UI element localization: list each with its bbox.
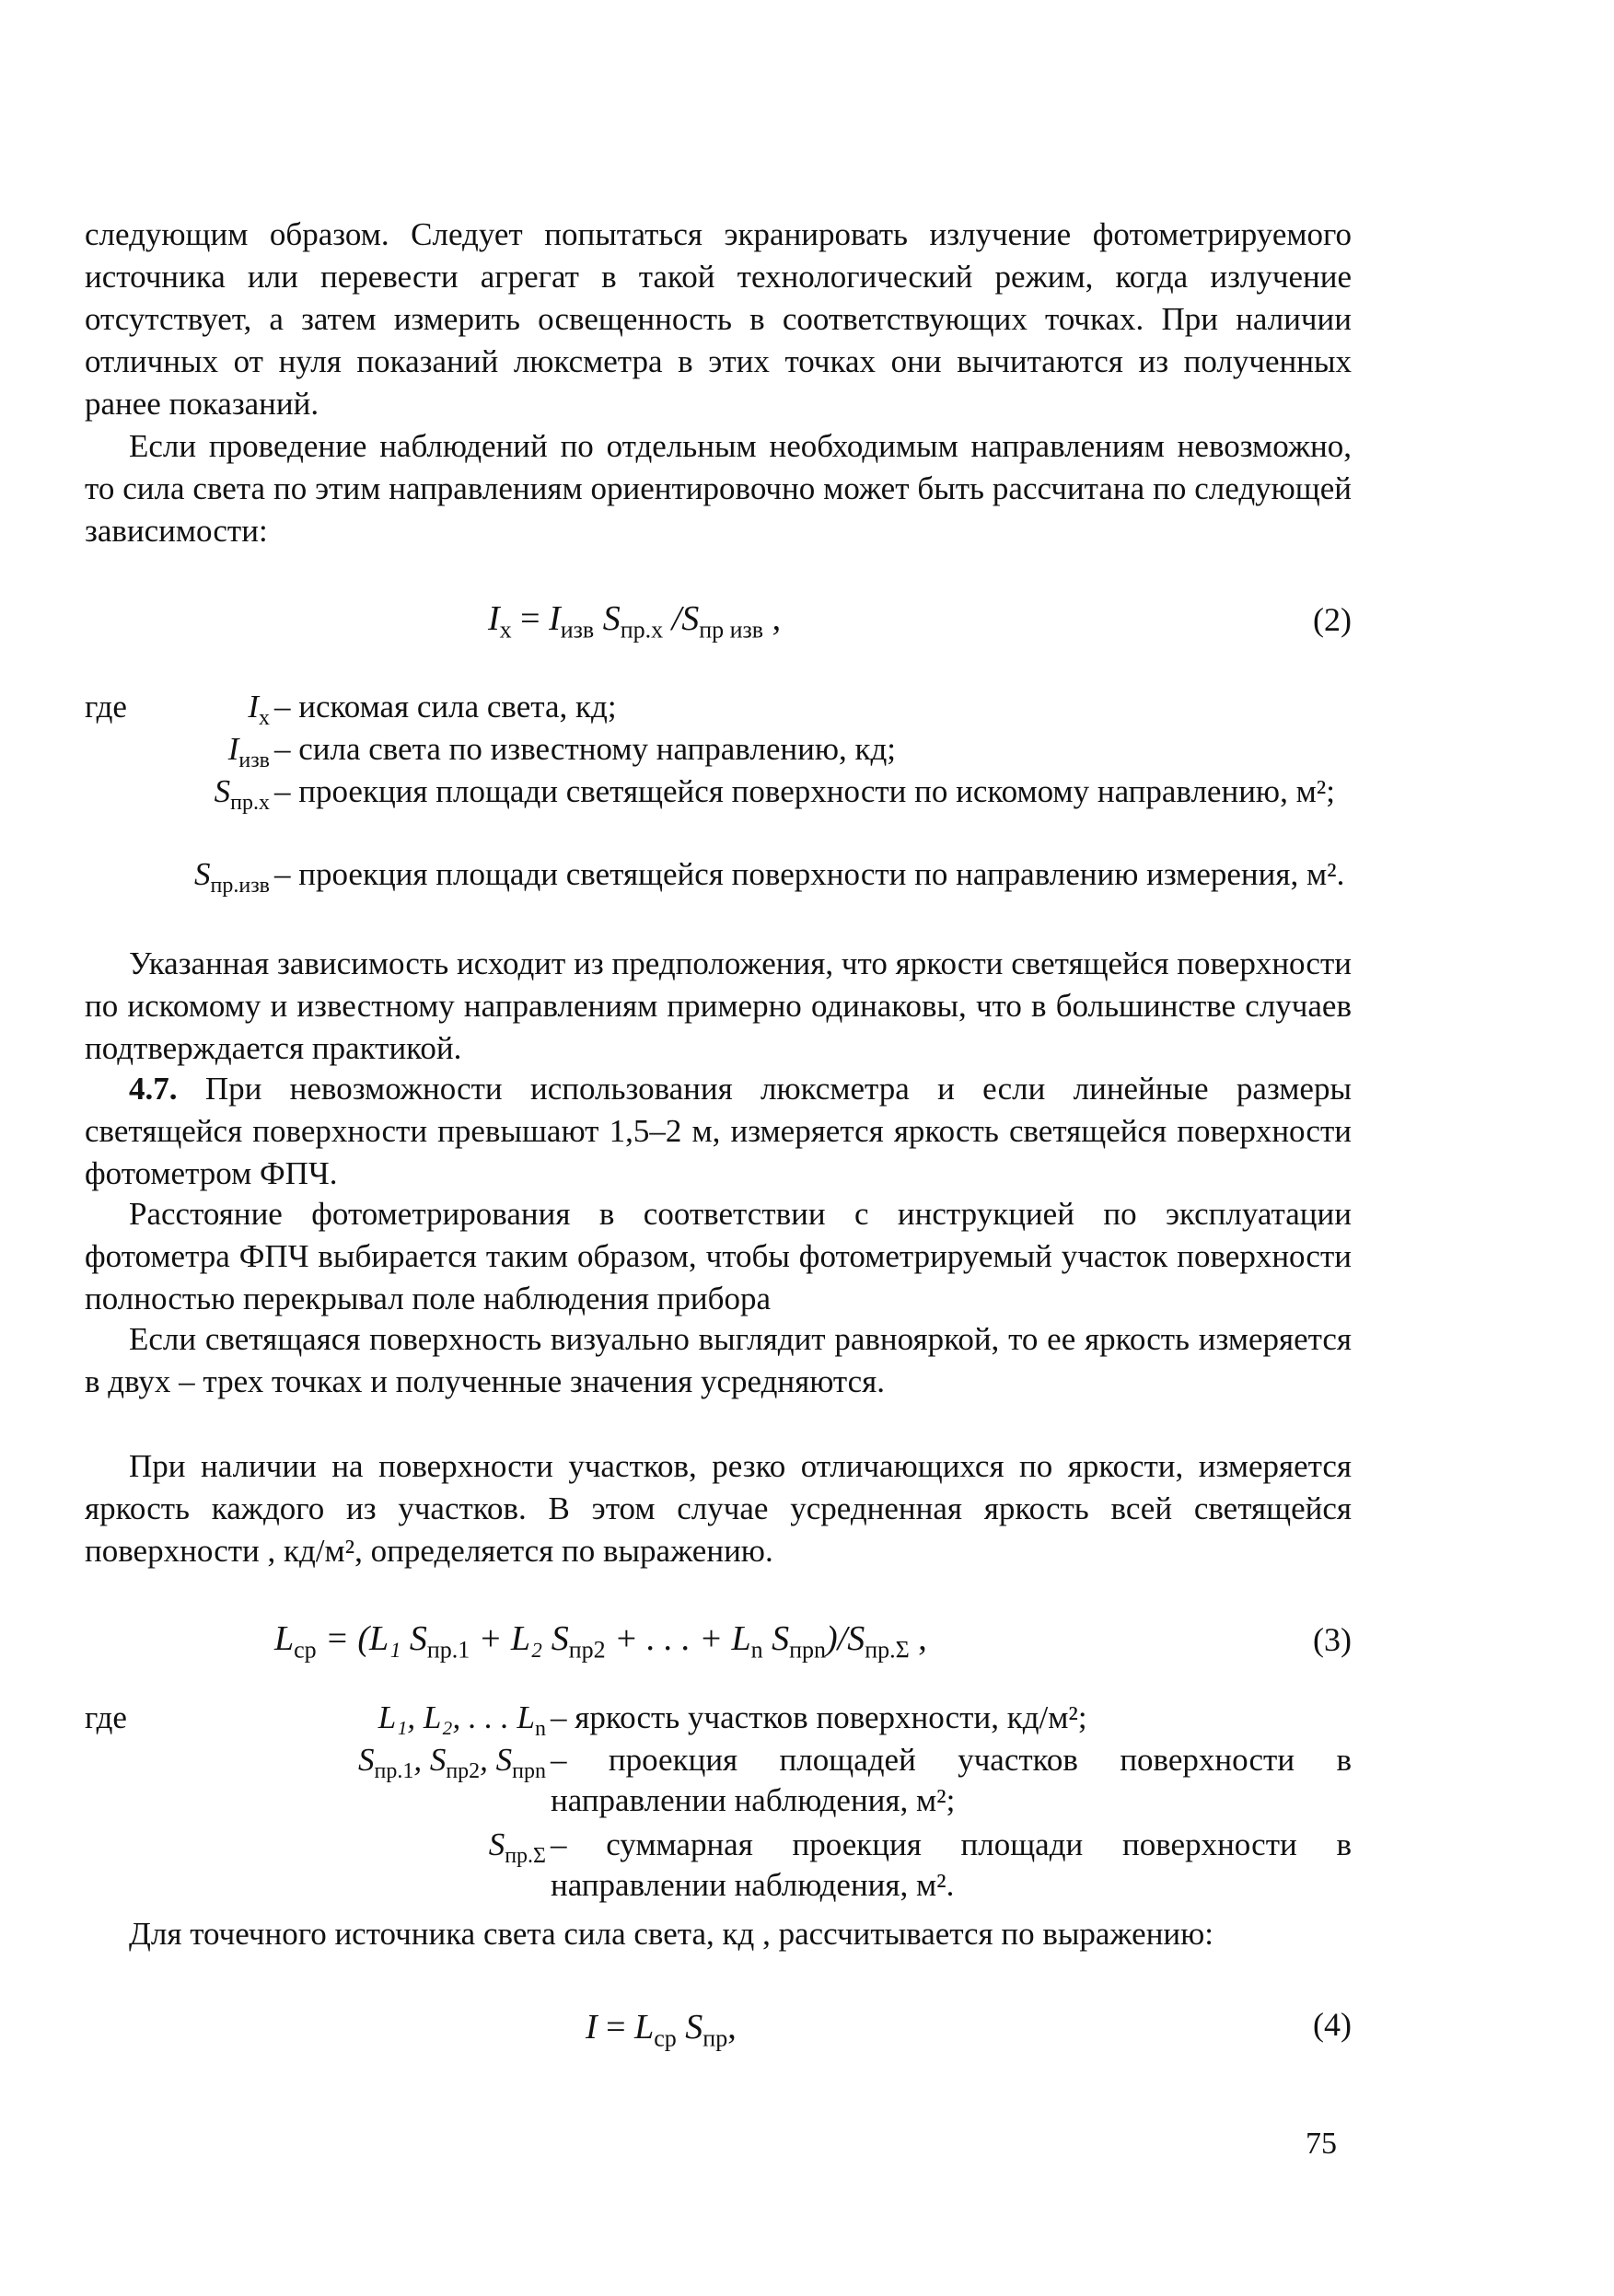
paragraph-2: Если проведение наблюдений по отдельным необходимым направлениям невозможно, то сила света по этим направлениям ориентировочно может быть рассчитана по следующей зависимости: <box>85 428 1352 549</box>
eq2-lhs: I <box>488 599 500 638</box>
definition-symbol: $S_{пр.x}$ <box>214 773 270 815</box>
paragraph-8: Для точечного источника света сила света, кд , рассчитывается по выражению: <box>129 1916 1214 1952</box>
eq2-comma: , <box>763 599 782 638</box>
equation-3: $L_{ср} = (L_1$ $S_{пр.1} + L_2$ $S_{пр2}$ + . . . + $L_n$ $S_{прn})/S_{пр.\Sigma}$ , <box>274 1619 927 1664</box>
definition-text: – проекция площадей участков поверхности в направлении наблюдения, м²; <box>551 1742 1352 1818</box>
definition-text: – яркость участков поверхности, кд/м²; <box>551 1699 1087 1735</box>
eq2-term2: S <box>594 599 621 638</box>
equation-4: $I = L_{ср}$ $S_{пр}$, <box>586 2008 737 2052</box>
definition-text: – сила света по известному направлению, кд; <box>274 731 896 767</box>
definition-symbol: $S_{пр.изв}$ <box>194 856 270 898</box>
definition-row <box>0 1740 1614 1821</box>
definition-symbol: $I_{изв}$ <box>227 731 270 772</box>
definition-row <box>0 771 1614 852</box>
section-number: 4.7. <box>129 1071 178 1107</box>
eq2-term1: I <box>549 599 561 638</box>
paragraph-5: Расстояние фотометрирования в соответствии с инструкцией по эксплуатации фотометра ФПЧ выбирается таким образом, чтобы фотометрируемый участок поверхности полностью перекрывал поле наблюдения прибора <box>85 1196 1352 1316</box>
eq2-term3-sub: пр изв <box>699 616 764 644</box>
definition-row <box>0 729 1614 770</box>
where-label-1: где <box>85 689 127 725</box>
paragraph-1: следующим образом. Следует попытаться экранировать излучение фотометрируемого источника или перевести агрегат в такой технологический режим, когда излучение отсутствует, а затем измерить освещенность в соответствующих точках. При наличии отличных от нуля показаний люксметра в этих точках они вычитаются из полученных ранее показаний. <box>85 216 1352 422</box>
definition-row <box>0 1825 1614 1906</box>
page-number: 75 <box>1306 2127 1337 2161</box>
definition-text: – проекция площади светящейся поверхности по искомому направлению, м²; <box>274 773 1335 809</box>
definition-symbol: $I_x$ <box>248 689 270 730</box>
definition-row <box>0 854 1614 935</box>
paragraph-4 <box>85 1068 1352 1195</box>
definition-row <box>0 687 1614 730</box>
eq2-term2-sub: пр.x <box>620 616 664 644</box>
eq2-term1-sub: изв <box>560 616 595 644</box>
equation-2 <box>488 598 781 644</box>
eq2-equals: = <box>511 599 550 638</box>
definition-text: – искомая сила света, кд; <box>274 689 617 725</box>
paragraph-7: При наличии на поверхности участков, резко отличающихся по яркости, измеряется яркость каждого из участков. В этом случае усредненная яркость всей светящейся поверхности , кд/м², определяется по выражению. <box>85 1448 1352 1569</box>
paragraph-4-text: При невозможности использования люксметра и если линейные размеры светящейся поверхности превышают 1,5–2 м, измеряется яркость светящейся поверхности фотометром ФПЧ. <box>85 1071 1352 1191</box>
definition-symbol: $S_{пр.1}$, $S_{пр2}$, $S_{прn}$ <box>357 1742 546 1783</box>
where-label-2: где <box>85 1699 127 1735</box>
equation-4-number: (4) <box>1313 2006 1352 2043</box>
definition-text: – проекция площади светящейся поверхности по направлению измерения, м². <box>274 856 1345 892</box>
definition-symbol: $S_{пр.\Sigma}$ <box>488 1826 546 1868</box>
definition-text: – суммарная проекция площади поверхности в направлении наблюдения, м². <box>551 1826 1352 1903</box>
paragraph-6: Если светящаяся поверхность визуально выглядит равнояркой, то ее яркость измеряется в двух – трех точках и полученные значения усредняются. <box>85 1321 1352 1399</box>
eq2-lhs-sub: x <box>499 616 512 644</box>
equation-2-number: (2) <box>1313 601 1352 638</box>
eq2-slash: /S <box>663 599 700 638</box>
equation-3-number: (3) <box>1313 1621 1352 1658</box>
definition-symbol: L₁, L₂, . . . $L_n$ <box>377 1699 546 1741</box>
definition-row <box>0 1698 1614 1741</box>
paragraph-3: Указанная зависимость исходит из предположения, что яркости светящейся поверхности по искомому и известному направлениям примерно одинаковы, что в большинстве случаев подтверждается практикой. <box>85 945 1352 1066</box>
